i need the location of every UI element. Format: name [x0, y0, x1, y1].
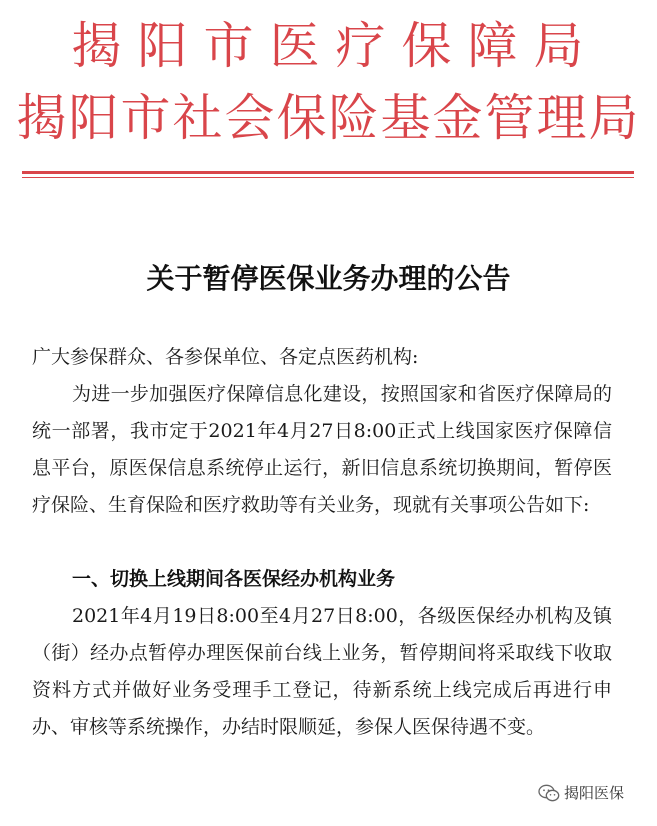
wechat-watermark: [538, 782, 624, 803]
section-heading-1: 一、切换上线期间各医保经办机构业务: [72, 568, 396, 590]
wechat-account-name: 揭阳医保: [564, 784, 625, 802]
org-name-medical-security: 揭阳市医疗保障局: [71, 17, 600, 75]
wechat-icon: [538, 784, 560, 802]
org-name-social-insurance-fund: 揭阳市社会保险基金管理局: [16, 89, 641, 147]
red-divider-thick: [22, 171, 634, 174]
notice-paragraph-section1: 2021年4月19日8:00至4月27日8:00，各级医保经办机构及镇（街）经办点暂停办理医保前台线上业务，暂停期间将采取线下收取资料方式并做好业务受理手工登记，待新系统上线完成后再进行申办、审核等系统操作，办结时限顺延，参保人医保待遇不变。: [32, 605, 612, 738]
notice-paragraph-intro: 为进一步加强医疗保障信息化建设，按照国家和省医疗保障局的统一部署，我市定于2021年4月27日8:00正式上线国家医疗保障信息平台，原医保信息系统停止运行，新旧信息系统切换期间，暂停医疗保险、生育保险和医疗救助等有关业务，现就有关事项公告如下:: [32, 383, 612, 516]
notice-title: 关于暂停医保业务办理的公告: [146, 262, 511, 295]
red-divider-thin: [22, 177, 634, 178]
notice-greeting: 广大参保群众、各参保单位、各定点医药机构:: [32, 346, 419, 368]
